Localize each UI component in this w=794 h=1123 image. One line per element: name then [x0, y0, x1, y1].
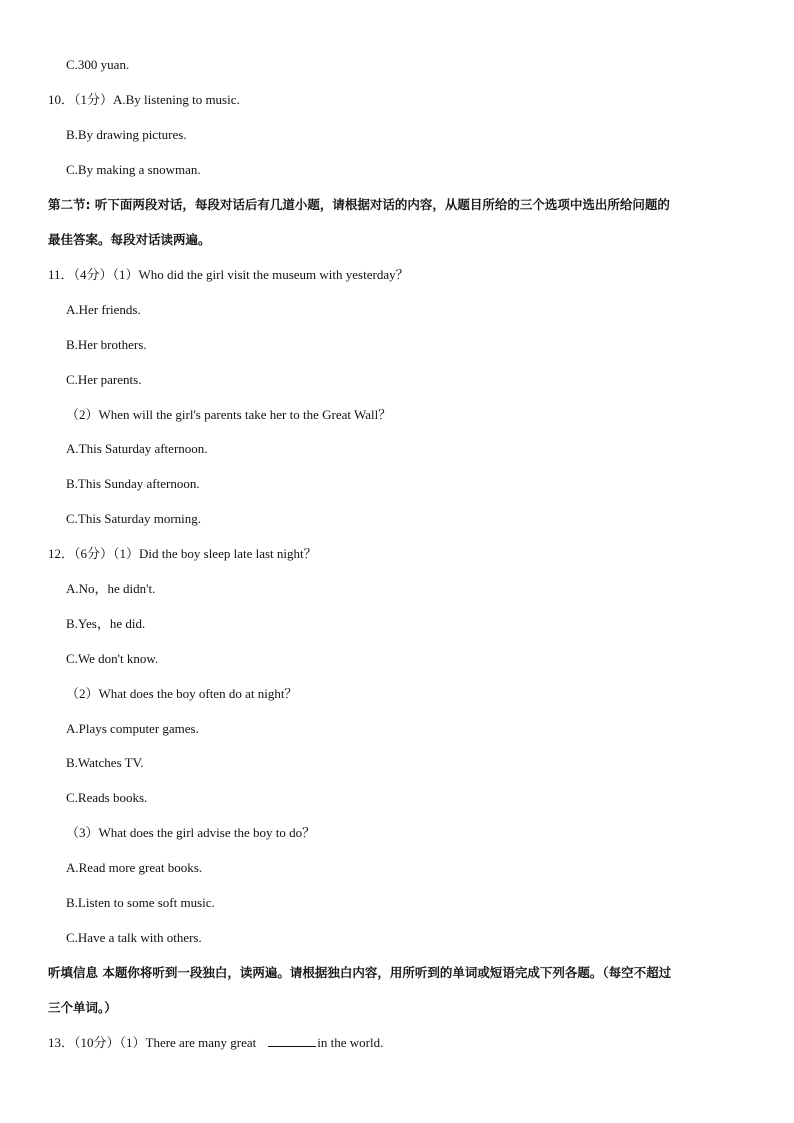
section-3-instructions-line2: 三个单词。） — [48, 1000, 117, 1015]
section-2-instructions-line2: 最佳答案。每段对话读两遍。 — [48, 232, 211, 247]
option-12-1b: B.Yes，he did. — [66, 616, 146, 631]
option-12-2b: B.Watches TV. — [66, 755, 144, 770]
answer-blank[interactable] — [268, 1034, 316, 1047]
option-11-1b: B.Her brothers. — [66, 337, 147, 352]
question-12-3: （3）What does the girl advise the boy to do？ — [66, 825, 316, 840]
option-12-1a: A.No，he didn't. — [66, 581, 156, 596]
section-3-instructions-line1: 听填信息 本题你将听到一段独白，读两遍。请根据独白内容，用所听到的单词或短语完成下列各题。（每空不超过 — [48, 965, 672, 980]
question-13-1-suffix: in the world. — [317, 1035, 384, 1050]
section-2-instructions-line1: 第二节: 听下面两段对话，每段对话后有几道小题，请根据对话的内容，从题目所给的三个选项中选出所给问题的 — [48, 197, 670, 212]
option-12-3c: C.Have a talk with others. — [66, 930, 202, 945]
option-11-2c: C.This Saturday morning. — [66, 511, 202, 526]
question-13-1-prefix: 13．（10分）（1）There are many great — [48, 1035, 257, 1050]
option-12-1c: C.We don't know. — [66, 651, 159, 666]
option-10c: C.By making a snowman. — [66, 162, 201, 177]
option-12-3a: A.Read more great books. — [66, 860, 203, 875]
option-12-3b: B.Listen to some soft music. — [66, 895, 215, 910]
option-11-2a: A.This Saturday afternoon. — [66, 441, 208, 456]
question-10: 10．（1分）A.By listening to music. — [48, 92, 240, 107]
question-11-2: （2）When will the girl's parents take her to the Great Wall？ — [66, 407, 392, 422]
question-11-1: 11．（4分）（1）Who did the girl visit the museum with yesterday？ — [48, 267, 409, 282]
option-9c: C.300 yuan. — [66, 57, 130, 72]
option-12-2c: C.Reads books. — [66, 790, 148, 805]
option-11-1c: C.Her parents. — [66, 372, 142, 387]
question-12-1: 12．（6分）（1）Did the boy sleep late last night？ — [48, 546, 317, 561]
question-12-2: （2）What does the boy often do at night？ — [66, 686, 298, 701]
option-11-1a: A.Her friends. — [66, 302, 141, 317]
option-12-2a: A.Plays computer games. — [66, 721, 199, 736]
option-11-2b: B.This Sunday afternoon. — [66, 476, 200, 491]
option-10b: B.By drawing pictures. — [66, 127, 187, 142]
question-13-1 — [48, 1034, 383, 1052]
